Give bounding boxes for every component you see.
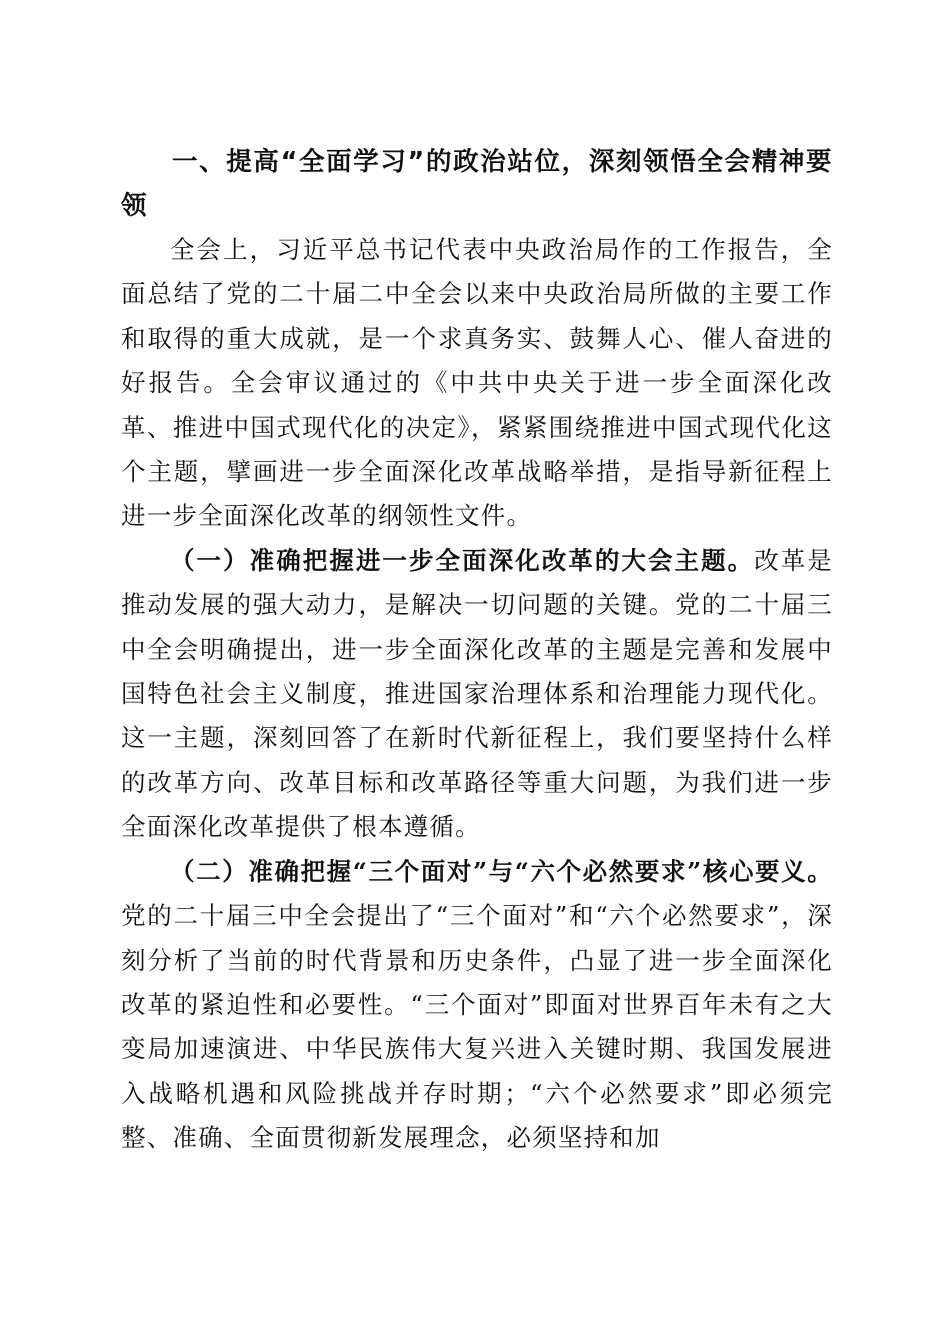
paragraph-text: 改革是推动发展的强大动力，是解决一切问题的关键。党的二十届三中全会明确提出，进一步全面深化改革的主题是完善和发展中国特色社会主义制度，推进国家治理体系和治理能力现代化。这一主题，深刻回答了在新时代新征程上，我们要坚持什么样的改革方向、改革目标和改革路径等重大问题，为我们进一步全面深化改革提供了根本遵循。 <box>121 545 833 842</box>
paragraph-theme <box>121 539 833 850</box>
document-body <box>121 140 833 1161</box>
paragraph-intro <box>121 228 833 539</box>
paragraph-subheading: （一）准确把握进一步全面深化改革的大会主题。 <box>170 545 755 575</box>
paragraph-text: 党的二十届三中全会提出了“三个面对”和“六个必然要求”，深刻分析了当前的时代背景和历史条件，凸显了进一步全面深化改革的紧迫性和必要性。“三个面对”即面对世界百年未有之大变局加速演进、中华民族伟大复兴进入关键时期、我国发展进入战略机遇和风险挑战并存时期；“六个必然要求”即必须完整、准确、全面贯彻新发展理念，必须坚持和加 <box>121 901 833 1153</box>
paragraph-text: 全会上，习近平总书记代表中央政治局作的工作报告，全面总结了党的二十届二中全会以来中央政治局所做的主要工作和取得的重大成就，是一个求真务实、鼓舞人心、催人奋进的好报告。全会审议通过的《中共中央关于进一步全面深化改革、推进中国式现代化的决定》，紧紧围绕推进中国式现代化这个主题，擘画进一步全面深化改革战略举措，是指导新征程上进一步全面深化改革的纲领性文件。 <box>121 235 833 531</box>
section-heading: 一、提高“全面学习”的政治站位，深刻领悟全会精神要领 <box>121 147 833 221</box>
paragraph-core-meaning <box>121 850 833 1161</box>
paragraph-subheading: （二）准确把握“三个面对”与“六个必然要求”核心要义。 <box>170 856 833 886</box>
